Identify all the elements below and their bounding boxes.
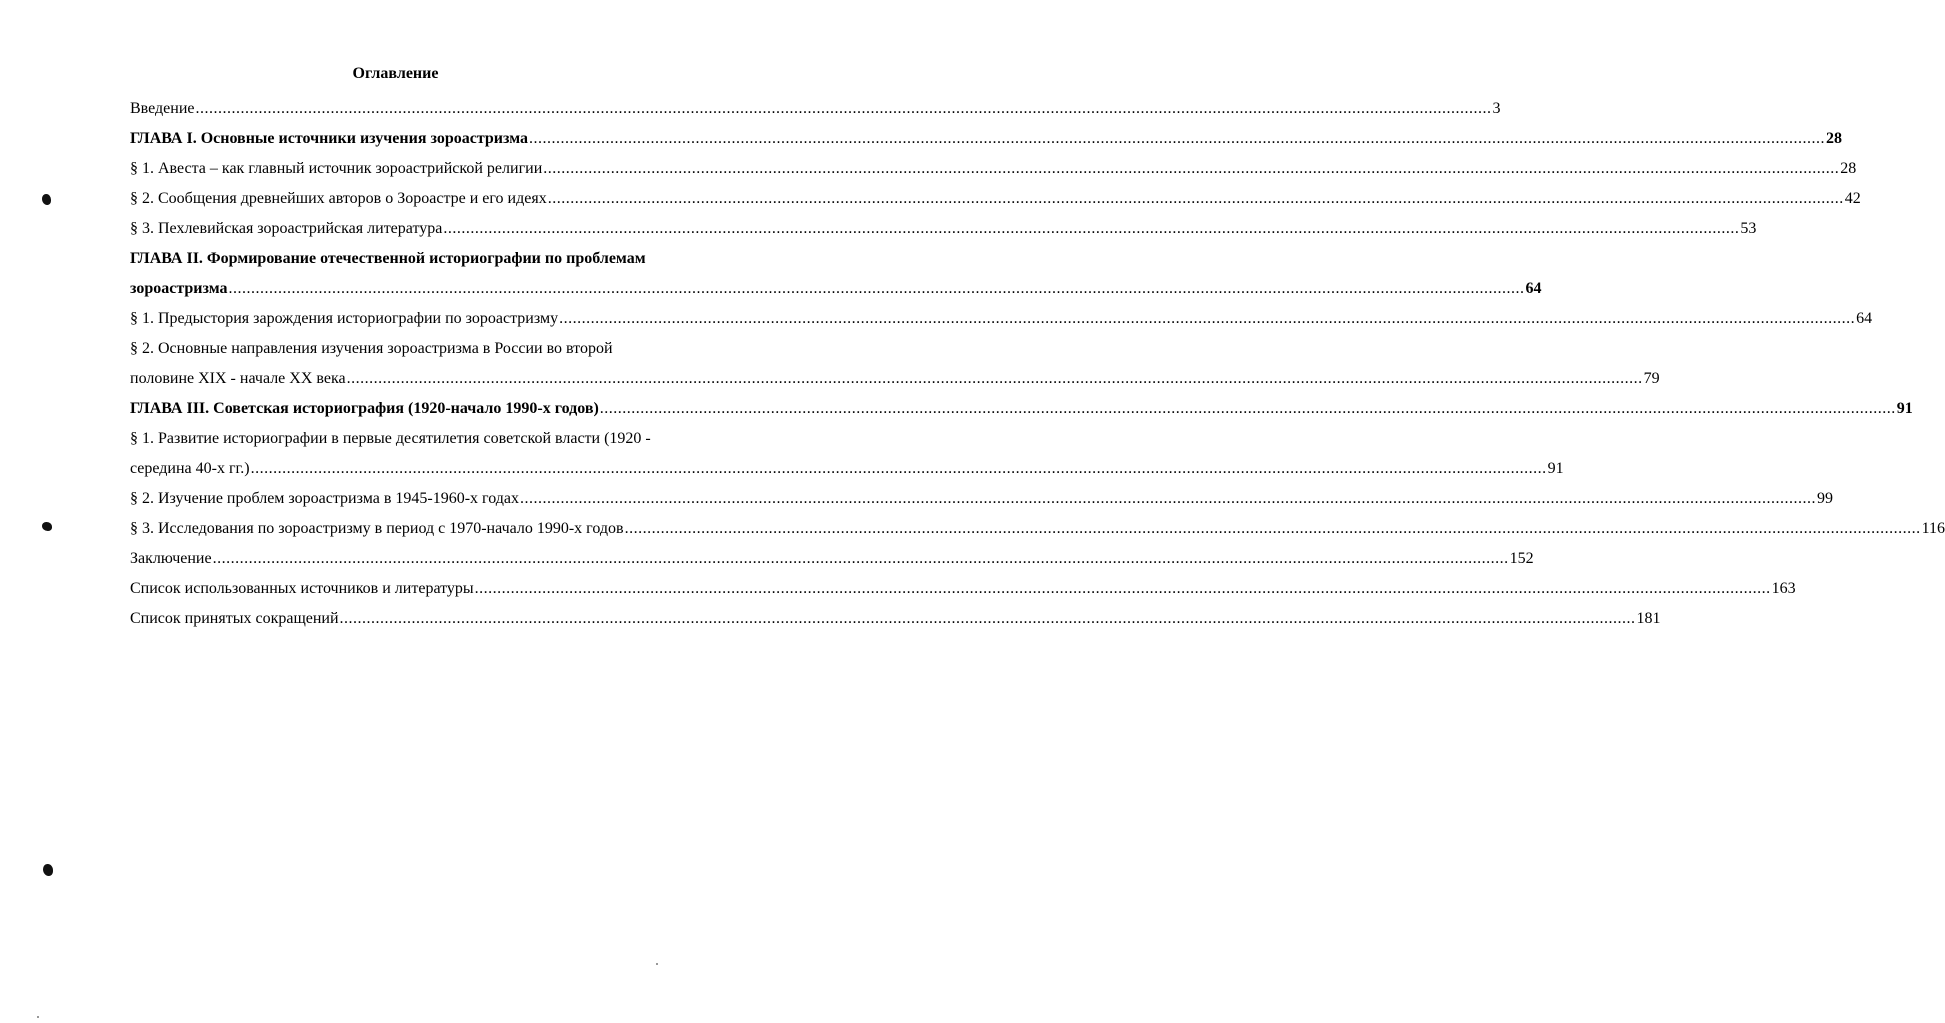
dot-leader: ................................................................................................................................................................................................................................................................................................ [547,190,1844,207]
toc-entry-title: § 1. Предыстория зарождения историографии по зороастризму [130,310,559,327]
toc-page-number: 42 [1844,190,1861,207]
toc-entry-title: Список использованных источников и литературы [130,580,474,597]
scan-dust-mark [656,963,658,965]
toc-page-number: 116 [1921,520,1945,537]
dot-leader: ................................................................................................................................................................................................................................................................................................ [228,280,1525,297]
toc-entry-title: ГЛАВА II. Формирование отечественной историографии по проблемам [130,250,646,267]
toc-entry-title: § 2. Изучение проблем зороастризма в 1945-1960-х годах [130,490,519,507]
dot-leader: ................................................................................................................................................................................................................................................................................................ [559,310,1856,327]
toc-entry-chapter-3[interactable] [130,394,1913,424]
dot-leader: ................................................................................................................................................................................................................................................................................................ [543,160,1840,177]
dot-leader: ................................................................................................................................................................................................................................................................................................ [599,400,1896,417]
dot-leader: ................................................................................................................................................................................................................................................................................................ [195,100,1492,117]
toc-page-number: 64 [1856,310,1873,327]
toc-entry-section-1-3[interactable] [130,214,1757,244]
dot-leader: ................................................................................................................................................................................................................................................................................................ [212,550,1509,567]
toc-entry-section-3-1[interactable] [130,454,1564,484]
dot-leader: ................................................................................................................................................................................................................................................................................................ [339,610,1636,627]
toc-entry-section-2-2-line-1[interactable] [130,334,708,364]
toc-entry-title: Список принятых сокращений [130,610,339,627]
toc-entry-title: половине XIX - начале XX века [130,370,346,387]
toc-page-number: 163 [1771,580,1796,597]
toc-entry-title: зороастризма [130,280,228,297]
dot-leader: ................................................................................................................................................................................................................................................................................................ [250,460,1547,477]
dot-leader: ................................................................................................................................................................................................................................................................................................ [529,130,1825,147]
toc-page-number: 79 [1643,370,1660,387]
page-title: Оглавление [352,65,439,82]
toc-entry-section-2-2[interactable] [130,364,1660,394]
toc-entry-introduction[interactable] [130,94,1501,124]
table-of-contents [130,94,1945,634]
toc-entry-section-1-1[interactable] [130,154,1857,184]
toc-entry-title: § 2. Сообщения древнейших авторов о Зороастре и его идеях [130,190,547,207]
toc-entry-chapter-2[interactable] [130,274,1542,304]
toc-entry-abbreviations[interactable] [130,604,1661,634]
toc-page-number: 53 [1740,220,1757,237]
toc-page-number: 99 [1816,490,1833,507]
toc-entry-title: Введение [130,100,195,117]
toc-page-number: 3 [1492,100,1501,117]
scan-speck-mark [42,194,51,205]
toc-entry-title: § 3. Пехлевийская зороастрийская литература [130,220,443,237]
dot-leader: ................................................................................................................................................................................................................................................................................................ [519,490,1816,507]
toc-entry-title: ГЛАВА I. Основные источники изучения зороастризма [130,130,528,147]
toc-entry-title: ГЛАВА III. Советская историография (1920-начало 1990-х годов) [130,400,599,417]
toc-entry-title: § 3. Исследования по зороастризму в период с 1970-начало 1990-х годов [130,520,624,537]
toc-entry-section-3-2[interactable] [130,484,1833,514]
toc-page-number: 28 [1840,160,1857,177]
toc-entry-title: § 2. Основные направления изучения зороастризма в России во второй [130,340,613,357]
toc-page-number: 91 [1547,460,1564,477]
toc-entry-section-3-3[interactable] [130,514,1945,544]
toc-entry-title: Заключение [130,550,212,567]
toc-entry-conclusion[interactable] [130,544,1534,574]
toc-entry-section-1-2[interactable] [130,184,1861,214]
scan-speck-mark [43,864,53,876]
toc-page-number: 28 [1826,130,1842,147]
toc-entry-section-2-1[interactable] [130,304,1873,334]
toc-page-number: 91 [1896,400,1913,417]
scan-speck-mark [42,522,52,531]
toc-entry-chapter-1[interactable] [130,124,1842,154]
dot-leader: ................................................................................................................................................................................................................................................................................................ [346,370,1643,387]
toc-entry-chapter-2-line-1[interactable] [130,244,708,274]
toc-entry-title: § 1. Авеста – как главный источник зороастрийской религии [130,160,543,177]
toc-entry-section-3-1-line-1[interactable] [130,424,708,454]
scan-dust-mark [37,1016,39,1018]
toc-page-number: 64 [1525,280,1542,297]
dot-leader: ................................................................................................................................................................................................................................................................................................ [624,520,1921,537]
toc-entry-title: середина 40-х гг.) [130,460,250,477]
toc-entry-bibliography[interactable] [130,574,1796,604]
toc-entry-title: § 1. Развитие историографии в первые десятилетия советской власти (1920 - [130,430,651,447]
dot-leader: ................................................................................................................................................................................................................................................................................................ [443,220,1740,237]
toc-page-number: 181 [1636,610,1661,627]
dot-leader: ................................................................................................................................................................................................................................................................................................ [474,580,1771,597]
toc-page-number: 152 [1509,550,1534,567]
